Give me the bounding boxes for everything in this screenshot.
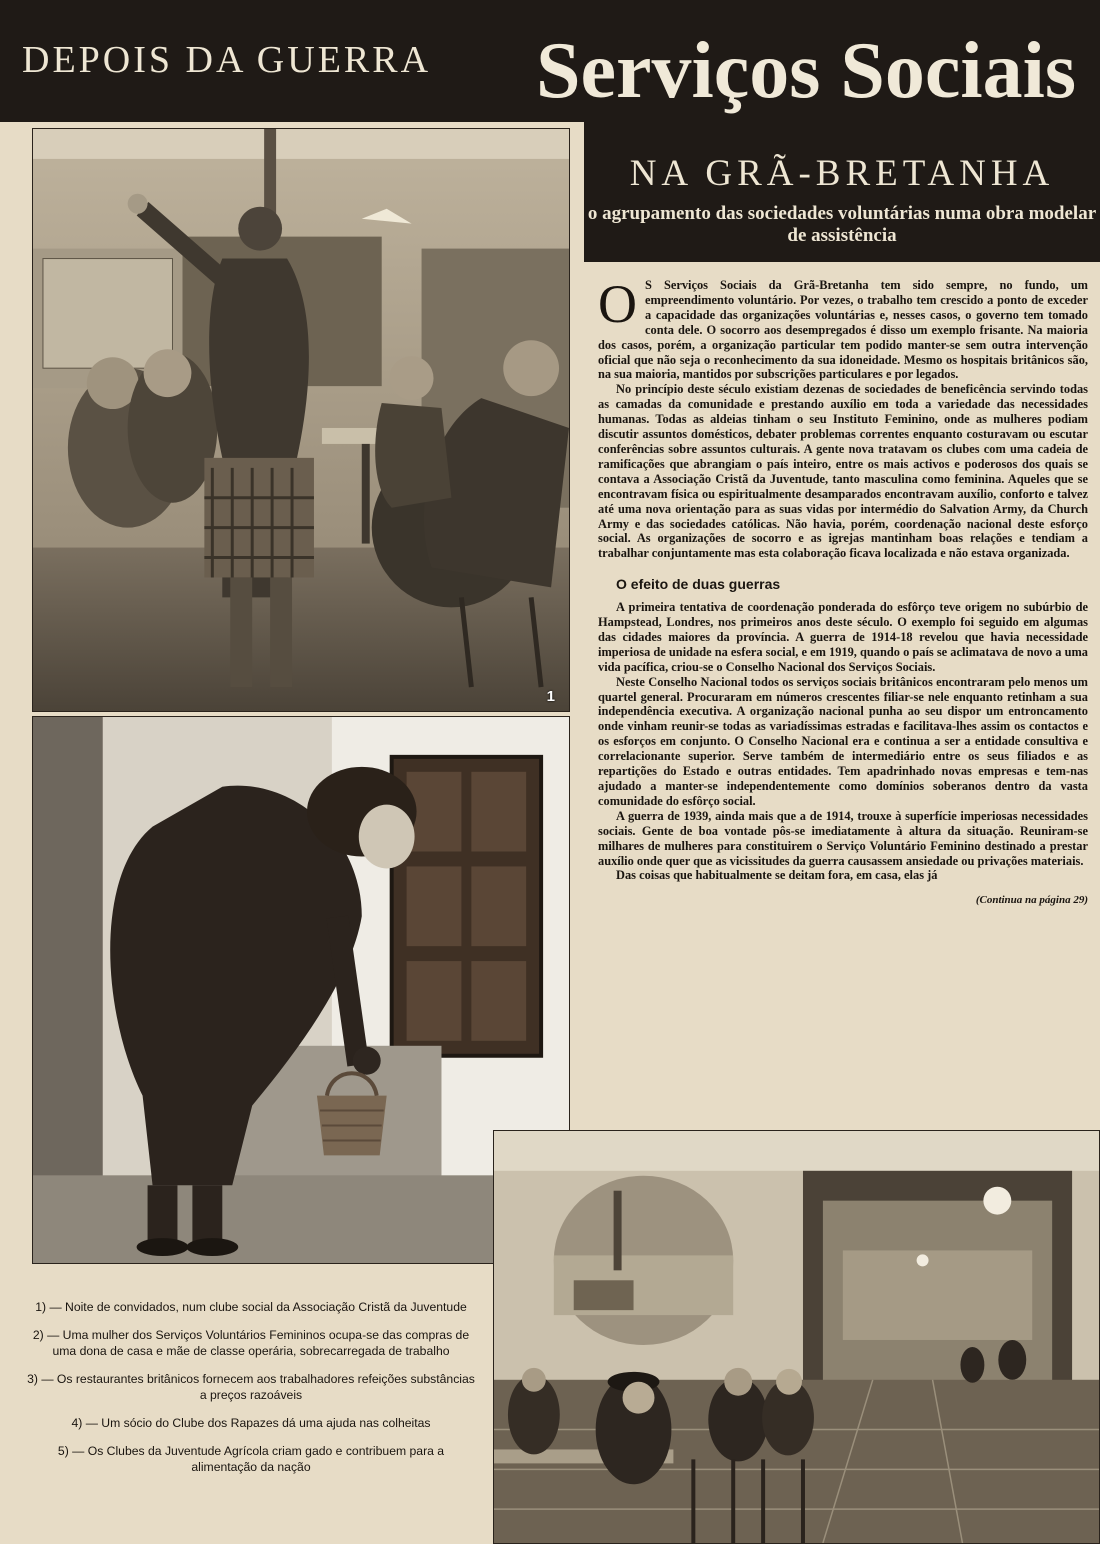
article-paragraph: No princípio deste século existiam dezenas de sociedades de beneficência servindo todas as camadas da comunidade e prestando auxílio em toda a variedade das necessidades humanas. Todas as aldeias tinham o seu Instituto Feminino, onde as mulheres podiam discutir assuntos domésticos, debater problemas correntes enquanto costuravam ou escutar conferências sobre assuntos culturais. A gente nova tratavam os clubes com uma cadeia de ramificações que abrangiam o país inteiro, entre os mais activos e poderosos dos quais se contava a Associação Cristã da Juventude, tanto masculina como feminina. Aqueles que se encontravam física ou espiritualmente desamparados encontravam auxílio, conforto e talvez até uma nova orientação para as suas vidas por intermédio do Salvation Army, da Church Army e das sociedades católicas. Não havia, porém, coordenação nacional deste esforço social. As organizações de socorro e as igrejas mantinham boas relações e tendiam a trabalhar conjuntamente mas esta colaboração ficava localizada e não estava organizada. <box>598 382 1088 561</box>
photo-woman-basket-image <box>33 717 569 1263</box>
article-paragraph: Neste Conselho Nacional todos os serviços sociais britânicos encontraram pelo menos um quartel general. Procuraram em números crescentes filiar-se nele enquanto retinham a sua independência executiva. A organização nacional punha ao seu dispor um entroncamento onde vinham reunir-se todas as variadíssimas estradas e facilitava-lhes assim os contactos e os esforços em conjunto. O Conselho Nacional era e continua a ser a entidade consultiva e correlacionante superior. Serve também de intermediário entre os seus filiados e as repartições do Estado e outras entidades. Tem apadrinhado novas empresas e tem-nas ajudado a manter-se independentemente como domínios soberanos dentro da vasta comunidade do esfôrço social. <box>598 674 1088 808</box>
deck-subtitle: o agrupamento das sociedades voluntárias numa obra modelar de assistência <box>587 203 1097 246</box>
photo-club-social-image <box>33 129 569 711</box>
drop-cap: O <box>598 274 637 334</box>
section-kicker: DEPOIS DA GUERRA <box>22 39 432 81</box>
article-body <box>598 274 1088 908</box>
article-paragraph: Das coisas que habitualmente se deitam fora, em casa, elas já <box>616 868 938 883</box>
photo-restaurant-image <box>494 1131 1099 1543</box>
photo-restaurant <box>493 1130 1100 1544</box>
article-paragraph-first <box>598 274 1088 382</box>
caption-item: 3) — Os restaurantes britânicos fornecem aos trabalhadores refeições substâncias a preços razoáveis <box>27 1372 475 1402</box>
photo-number: 1 <box>546 688 555 705</box>
article-paragraph: A guerra de 1939, ainda mais que a de 1914, trouxe à superfície imperiosas necessidades sociais. Gente de boa vontade pôs-se imediatamente à altura da situação. Reuniram-se milhares de mulheres para constituirem o Serviço Voluntário Feminino destinado a prestar auxílio onde quer que as vicissitudes da guerra causassem ansiedade ou privações materiais. <box>598 808 1088 868</box>
caption-item: 5) — Os Clubes da Juventude Agrícola criam gado e contribuem para a alimentação da nação <box>57 1444 445 1474</box>
deck-title: NA GRÃ-BRETANHA <box>629 153 1055 194</box>
photo-club-social <box>32 128 570 712</box>
section-heading: O efeito de duas guerras <box>616 576 781 593</box>
article-paragraph: A primeira tentativa de coordenação ponderada do esfôrço teve origem no subúrbio de Hampstead, Londres, nos primeiros anos deste século. O exemplo foi seguido em algumas das cidades maiores da província. A guerra de 1914-18 revelou que havia necessidade imperiosa de unidade na esfera social, e em 1919, quando o país se aclimatava de novo a uma vida pacífica, criou-se o Conselho Nacional dos Serviços Sociais. <box>598 600 1088 674</box>
title-banner <box>0 0 1100 122</box>
headline: Serviços Sociais <box>536 27 1076 115</box>
caption-item: 2) — Uma mulher dos Serviços Voluntários Femininos ocupa-se das compras de uma dona de casa e mãe de classe operária, sobrecarregada de trabalho <box>32 1328 470 1358</box>
article-text: S Serviços Sociais da Grã-Bretanha tem sido sempre, no fundo, um empreendimento voluntário. Por vezes, o trabalho tem crescido a ponto de exceder a capacidade das organizações voluntárias e, nesses casos, o governo tem tomado conta dele. O socorro aos desempregados é disso um exemplo frisante. Na maioria dos casos, porém, a organização particular tem podido manter-se sem outra intervenção oficial que não seja o reconhecimento da sua idoneidade. Mesmo os hospitais britânicos são, na sua maioria, mantidos por subscrições particulares e por legados. <box>598 278 1088 382</box>
photo-woman-basket <box>32 716 570 1264</box>
continued-note: (Continua na página 29) <box>975 894 1088 907</box>
deck-block <box>584 122 1100 262</box>
caption-item: 4) — Um sócio do Clube dos Rapazes dá uma ajuda nas colheitas <box>71 1416 431 1431</box>
caption-item: 1) — Noite de convidados, num clube social da Associação Cristã da Juventude <box>35 1300 467 1314</box>
photo-captions <box>26 1300 476 1488</box>
